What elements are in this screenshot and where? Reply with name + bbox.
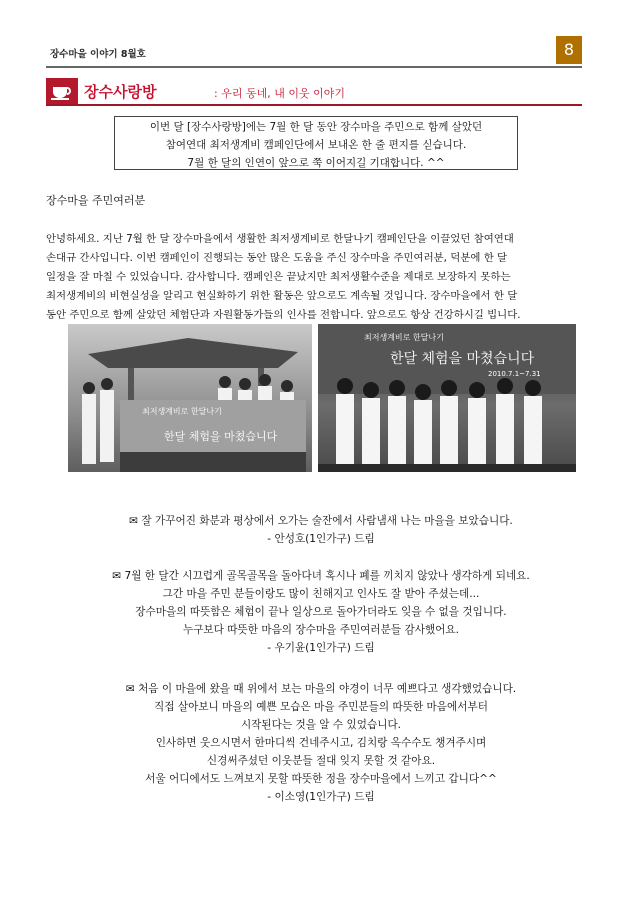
banner-caption: 최저생계비로 한달나기 — [364, 333, 444, 342]
intro-line: 7월 한 달의 인연이 앞으로 쭉 이어지길 기대합니다. ^^ — [187, 157, 445, 169]
intro-line: 이번 달 [장수사랑방]에는 7월 한 달 동안 장수마을 주민으로 함께 살았던 — [149, 121, 483, 133]
banner-title: 한달 체험을 마쳤습니다 — [390, 351, 535, 367]
group-photo-right — [318, 324, 576, 472]
section-header — [46, 78, 582, 106]
letter-line: 손대규 간사입니다. 이번 캠페인이 진행되는 동안 많은 도움을 주신 장수마을 주민여러분, 덕분에 한 달 — [46, 252, 508, 264]
letter-body — [46, 230, 594, 325]
quote-line: 신경써주셨던 이웃분들 절대 잊지 못할 것 같아요. — [206, 755, 436, 767]
quote-line: 인사하면 웃으시면서 한마디씩 건네주시고, 김치랑 옥수수도 챙겨주시며 — [155, 737, 487, 749]
banner-caption: 최저생계비로 한달나기 — [142, 407, 222, 416]
page-number: 8 — [556, 36, 582, 64]
coffee-cup-icon — [46, 78, 78, 104]
newsletter-title: 장수마을 이야기 8월호 — [50, 49, 146, 60]
letter-line: 최저생계비의 비현실성을 알리고 현실화하기 위한 활동은 앞으로도 계속될 것입니다. 장수마을에서 한 달 — [46, 290, 518, 302]
quote-block — [56, 567, 586, 657]
quote-line: ✉ 7월 한 달간 시끄럽게 골목골목을 돌아다녀 혹시나 폐를 끼치지 않았나 생각하게 되네요. — [112, 570, 530, 582]
quote-line: ✉ 처음 이 마을에 왔을 때 위에서 보는 마을의 야경이 너무 예쁘다고 생각했었습니다. — [125, 683, 517, 695]
quote-line: 누구보다 따뜻한 마음의 장수마을 주민여러분들 감사했어요. — [182, 624, 460, 636]
quote-signature: - 우기윤(1인가구) 드림 — [267, 642, 375, 654]
letter-line: 안녕하세요. 지난 7월 한 달 장수마을에서 생활한 최저생계비로 한달나기 캠페인단을 이끌었던 참여연대 — [46, 233, 514, 245]
quote-signature: - 안성호(1인가구) 드림 — [267, 533, 375, 545]
group-photo-left — [68, 324, 312, 472]
quote-line: 장수마을의 따뜻함은 체험이 끝나 일상으로 돌아가더라도 잊을 수 없을 것입니다. — [135, 606, 507, 618]
page-header — [46, 36, 582, 68]
intro-box — [114, 116, 518, 170]
quote-line: 그간 마을 주민 분들이랑도 많이 친해지고 인사도 잘 받아 주셨는데... — [162, 588, 480, 600]
section-title: 장수사랑방 — [84, 83, 157, 101]
banner-title: 한달 체험을 마쳤습니다 — [164, 430, 278, 443]
envelope-icon: ✉ — [112, 570, 125, 582]
letter-greeting: 장수마을 주민여러분 — [46, 194, 146, 207]
banner-date: 2010.7.1~7.31 — [488, 370, 541, 378]
quote-signature: - 이소영(1인가구) 드림 — [267, 791, 375, 803]
envelope-icon: ✉ — [129, 515, 142, 527]
envelope-icon: ✉ — [125, 683, 139, 695]
quote-line: 서울 어디에서도 느껴보지 못할 따뜻한 정을 장수마을에서 느끼고 갑니다^^ — [145, 773, 497, 785]
quote-block — [56, 680, 586, 806]
letter-line: 일정을 잘 마칠 수 있었습니다. 감사합니다. 캠페인은 끝났지만 최저생활수준을 제대로 보장하지 못하는 — [46, 271, 511, 283]
section-subtitle: : 우리 동네, 내 이웃 이야기 — [214, 87, 345, 100]
letter-line: 동안 주민으로 함께 살았던 체험단과 자원활동가들의 인사를 전합니다. 앞으로도 항상 건강하시길 빕니다. — [46, 309, 521, 321]
quote-line: ✉ 잘 가꾸어진 화분과 평상에서 오가는 술잔에서 사람냄새 나는 마을을 보았습니다. — [129, 515, 513, 527]
quote-line: 시작된다는 것을 알 수 있었습니다. — [240, 719, 402, 731]
intro-line: 참여연대 최저생계비 캠페인단에서 보내온 한 줄 편지를 싣습니다. — [165, 139, 467, 151]
quote-line: 직접 살아보니 마을의 예쁜 모습은 마을 주민분들의 따뜻한 마음에서부터 — [154, 701, 488, 713]
quote-block — [56, 512, 586, 548]
